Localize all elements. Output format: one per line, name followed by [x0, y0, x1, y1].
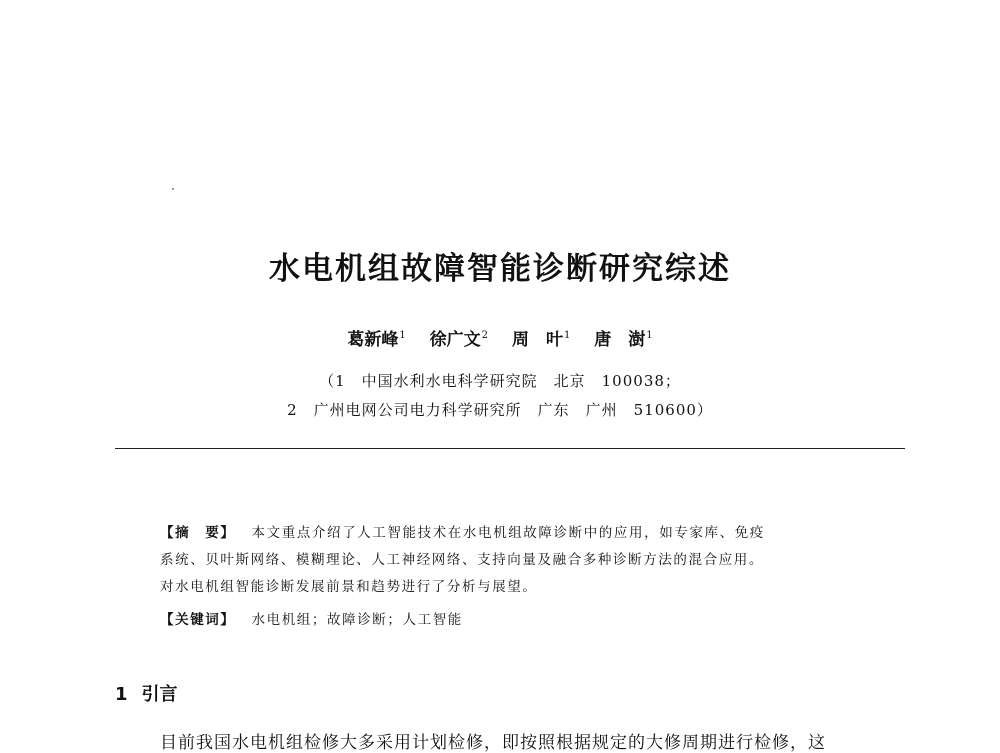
author-affiliation-mark: 1 — [563, 330, 571, 342]
author-affiliation-mark: 1 — [646, 330, 653, 342]
affiliation-line: （1 中国水利水电科学研究院 北京 100038； — [319, 372, 681, 390]
author-list — [0, 325, 1000, 350]
author — [594, 325, 652, 350]
body-text-line: 目前我国水电机组检修大多采用计划检修，即按照根据规定的大修周期进行检修，这 — [160, 733, 826, 753]
paper-title: 水电机组故障智能诊断研究综述 — [269, 251, 731, 287]
affiliation-line: 2 广州电网公司电力科学研究所 广东 广州 510600） — [287, 401, 713, 419]
author-affiliation-mark: 1 — [399, 330, 406, 342]
keywords-text: 水电机组；故障诊断；人工智能 — [251, 612, 463, 628]
section-heading — [115, 680, 178, 706]
author-affiliation-mark: 2 — [481, 330, 489, 342]
author — [430, 325, 488, 350]
abstract-block — [160, 520, 890, 601]
keywords-label: 【关键词】 — [160, 612, 236, 628]
abstract-label: 【摘 要】 — [160, 525, 236, 541]
abstract-text: 本文重点介绍了人工智能技术在水电机组故障诊断中的应用，如专家库、免疫 — [251, 525, 765, 541]
author — [347, 325, 405, 350]
author-name: 周 叶 — [511, 330, 563, 350]
abstract-line: 系统、贝叶斯网络、模糊理论、人工神经网络、支持向量及融合多种诊断方法的混合应用。 — [160, 552, 764, 568]
scan-speck — [172, 188, 174, 190]
header-divider — [115, 448, 905, 449]
author-name: 唐 澍 — [594, 330, 646, 350]
author — [512, 325, 570, 350]
keywords-block — [160, 608, 463, 628]
author-name: 葛新峰 — [347, 330, 399, 350]
abstract-line — [160, 520, 890, 547]
author-name: 徐广文 — [429, 330, 481, 350]
section-title: 引言 — [141, 684, 178, 705]
section-number: 1 — [115, 684, 128, 705]
abstract-line: 对水电机组智能诊断发展前景和趋势进行了分析与展望。 — [160, 579, 538, 595]
